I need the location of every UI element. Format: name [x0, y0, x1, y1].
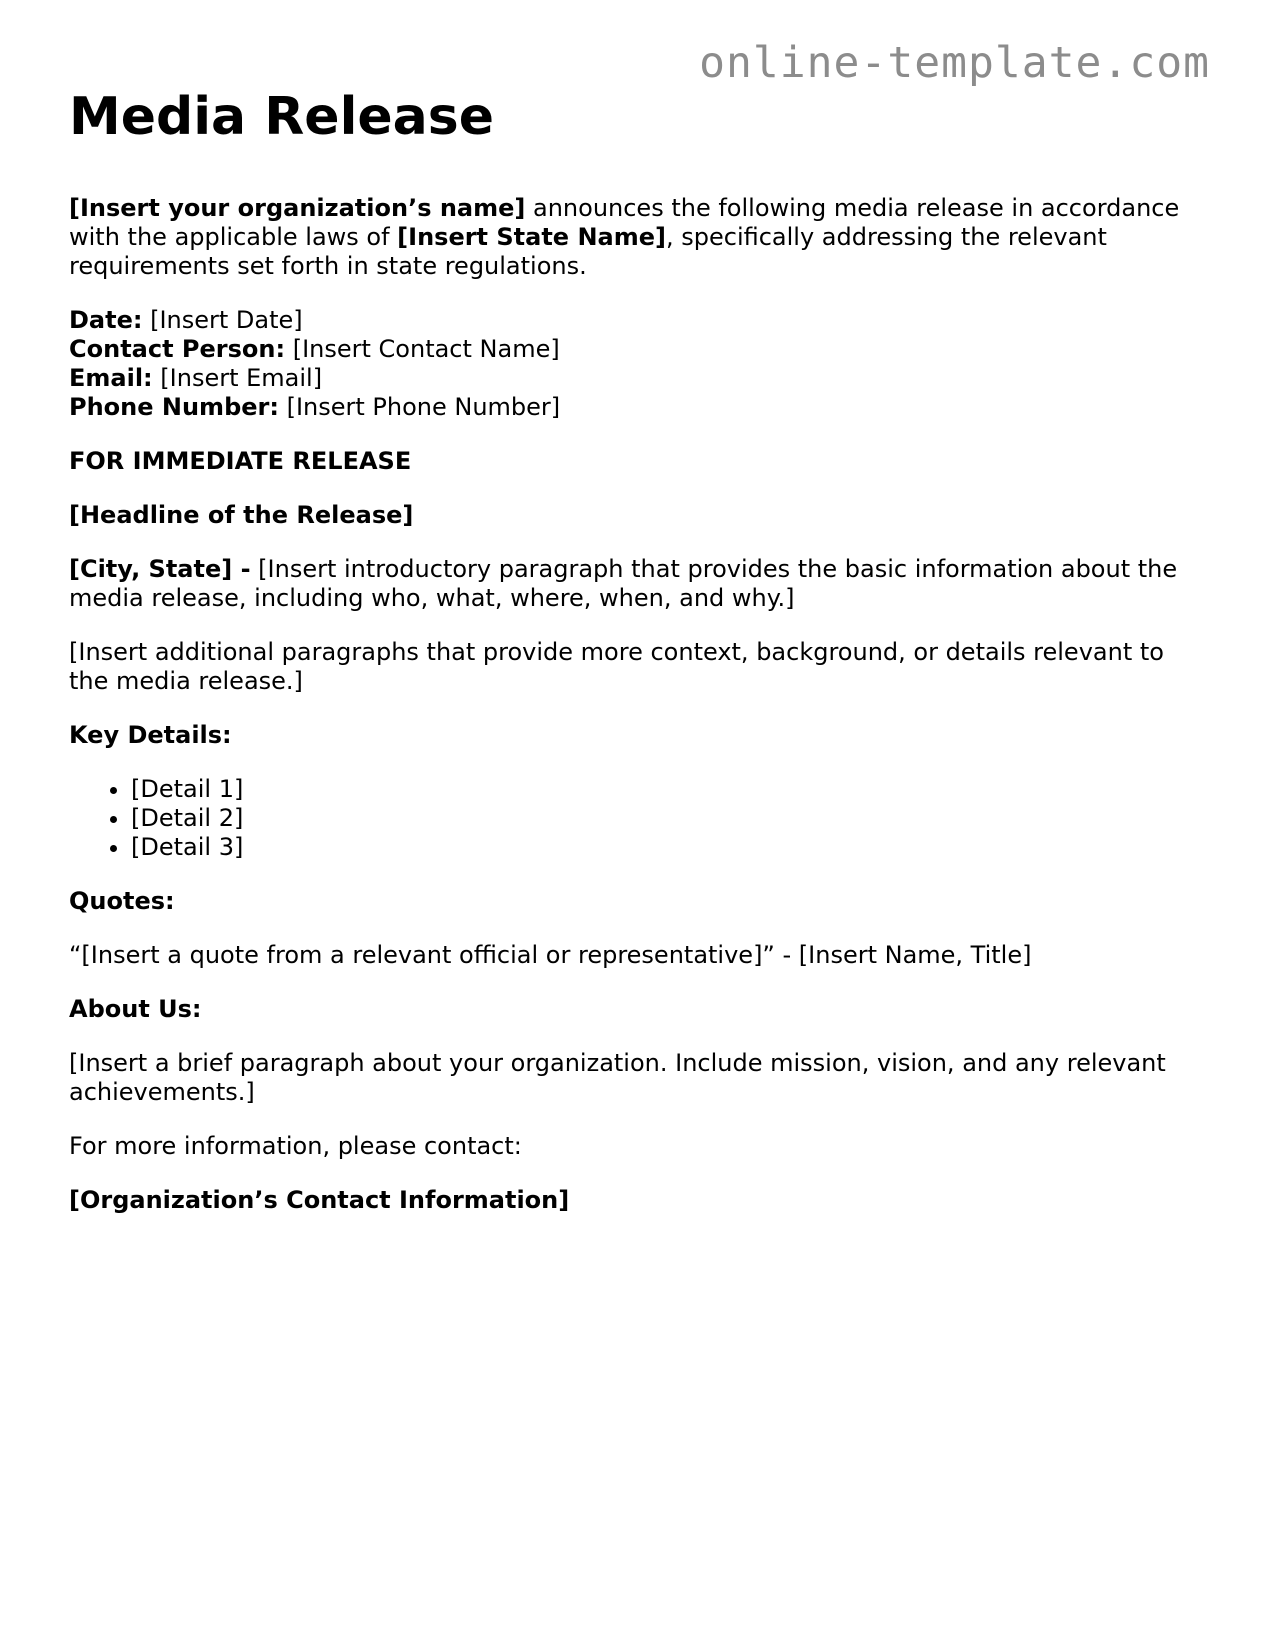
quotes-heading-text: Quotes:	[69, 887, 175, 915]
contact-fields	[69, 306, 1189, 422]
email-value: [Insert Email]	[152, 364, 323, 392]
headline	[69, 501, 1189, 530]
date-label: Date:	[69, 306, 143, 334]
headline-text: [Headline of the Release]	[69, 501, 414, 529]
org-name-placeholder: [Insert your organization’s name]	[69, 194, 526, 222]
about-text: [Insert a brief paragraph about your organization. Include mission, vision, and any relevant achievements.]	[69, 1049, 1166, 1106]
more-info-text: For more information, please contact:	[69, 1132, 522, 1160]
contact-info-text: [Organization’s Contact Information]	[69, 1186, 570, 1214]
release-label-text: FOR IMMEDIATE RELEASE	[69, 447, 412, 475]
email-field	[69, 364, 1189, 393]
intro-text-2: , specifically addressing the relevant requirements set forth in state regulations.	[69, 223, 1107, 280]
intro-text-1: announces the following media release in accordance with the applicable laws of	[69, 194, 1180, 251]
dateline-text: [Insert introductory paragraph that provides the basic information about the media release, including who, what, where, when, and why.]	[69, 555, 1178, 612]
additional-paragraph: [Insert additional paragraphs that provide more context, background, or details relevant to the media release.]	[69, 638, 1164, 695]
about-heading-text: About Us:	[69, 995, 202, 1023]
about-heading	[69, 995, 1189, 1024]
release-label	[69, 447, 1189, 476]
quote-text: “[Insert a quote from a relevant official or representative]” - [Insert Name, Title]	[69, 941, 1032, 969]
email-label: Email:	[69, 364, 153, 392]
document-body	[69, 82, 1189, 1240]
quotes-heading	[69, 887, 1189, 916]
dateline-label: [City, State] -	[69, 555, 251, 583]
contact-person-value: [Insert Contact Name]	[285, 335, 560, 363]
phone-field	[69, 393, 1189, 422]
phone-value: [Insert Phone Number]	[278, 393, 561, 421]
state-name-placeholder: [Insert State Name]	[397, 223, 666, 251]
dateline-paragraph	[69, 555, 1189, 613]
key-details-list	[69, 775, 1189, 862]
list-item: • [Detail 2]	[131, 804, 1189, 833]
contact-person-label: Contact Person:	[69, 335, 286, 363]
list-item: • [Detail 1]	[131, 775, 1189, 804]
date-field	[69, 306, 1189, 335]
intro-paragraph	[69, 194, 1189, 281]
phone-label: Phone Number:	[69, 393, 279, 421]
page-title: Media Release	[69, 87, 494, 147]
watermark: online-template.com	[699, 38, 1210, 88]
contact-person-field	[69, 335, 1189, 364]
date-value: [Insert Date]	[142, 306, 303, 334]
list-item: • [Detail 3]	[131, 833, 1189, 862]
contact-info	[69, 1186, 1189, 1215]
key-details-heading-text: Key Details:	[69, 721, 232, 749]
key-details-heading	[69, 721, 1189, 750]
